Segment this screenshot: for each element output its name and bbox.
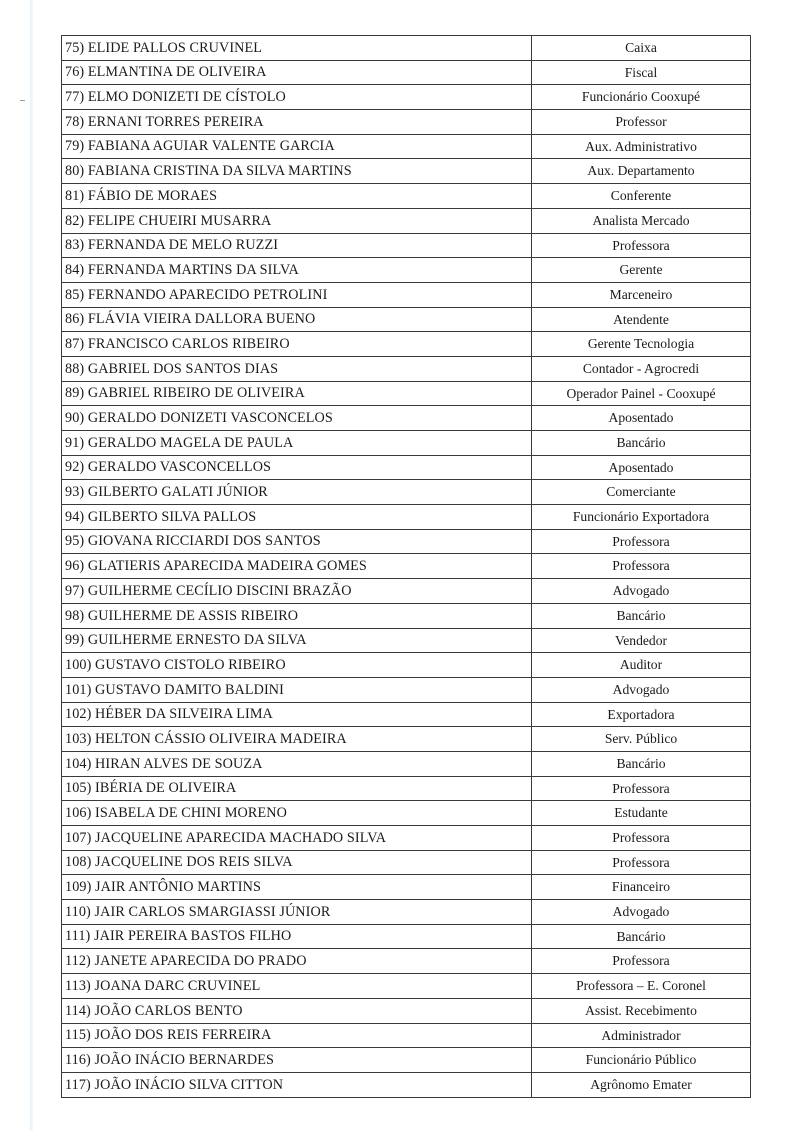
table-row	[62, 801, 751, 826]
member-name-cell: 75) ELIDE PALLOS CRUVINEL	[62, 36, 532, 61]
member-occupation-cell: Funcionário Exportadora	[532, 505, 751, 530]
member-name-cell: 86) FLÁVIA VIEIRA DALLORA BUENO	[62, 307, 532, 332]
table-row	[62, 332, 751, 357]
table-row	[62, 702, 751, 727]
member-occupation-cell: Funcionário Público	[532, 1048, 751, 1073]
scan-mark	[20, 100, 25, 101]
member-occupation-cell: Professora	[532, 554, 751, 579]
member-occupation-cell: Assist. Recebimento	[532, 998, 751, 1023]
member-name-cell: 83) FERNANDA DE MELO RUZZI	[62, 233, 532, 258]
member-name-cell: 100) GUSTAVO CISTOLO RIBEIRO	[62, 653, 532, 678]
member-name-cell: 81) FÁBIO DE MORAES	[62, 184, 532, 209]
table-row	[62, 677, 751, 702]
table-row	[62, 653, 751, 678]
member-occupation-cell: Agrônomo Emater	[532, 1072, 751, 1097]
table-row	[62, 480, 751, 505]
member-occupation-cell: Aposentado	[532, 455, 751, 480]
member-occupation-cell: Professora	[532, 233, 751, 258]
member-name-cell: 88) GABRIEL DOS SANTOS DIAS	[62, 356, 532, 381]
table-row	[62, 900, 751, 925]
member-name-cell: 114) JOÃO CARLOS BENTO	[62, 998, 532, 1023]
member-name-cell: 115) JOÃO DOS REIS FERREIRA	[62, 1023, 532, 1048]
member-name-cell: 104) HIRAN ALVES DE SOUZA	[62, 751, 532, 776]
member-occupation-cell: Advogado	[532, 677, 751, 702]
table-row	[62, 776, 751, 801]
member-name-cell: 79) FABIANA AGUIAR VALENTE GARCIA	[62, 134, 532, 159]
member-occupation-cell: Bancário	[532, 603, 751, 628]
member-name-cell: 95) GIOVANA RICCIARDI DOS SANTOS	[62, 529, 532, 554]
member-occupation-cell: Funcionário Cooxupé	[532, 85, 751, 110]
member-occupation-cell: Contador - Agrocredi	[532, 356, 751, 381]
roster-body	[62, 36, 751, 1098]
member-name-cell: 108) JACQUELINE DOS REIS SILVA	[62, 850, 532, 875]
table-row	[62, 603, 751, 628]
table-row	[62, 455, 751, 480]
table-row	[62, 85, 751, 110]
table-row	[62, 1023, 751, 1048]
table-row	[62, 381, 751, 406]
member-name-cell: 101) GUSTAVO DAMITO BALDINI	[62, 677, 532, 702]
member-name-cell: 76) ELMANTINA DE OLIVEIRA	[62, 60, 532, 85]
table-row	[62, 184, 751, 209]
member-name-cell: 111) JAIR PEREIRA BASTOS FILHO	[62, 924, 532, 949]
member-name-cell: 107) JACQUELINE APARECIDA MACHADO SILVA	[62, 826, 532, 851]
table-row	[62, 60, 751, 85]
member-occupation-cell: Bancário	[532, 924, 751, 949]
table-row	[62, 529, 751, 554]
member-occupation-cell: Atendente	[532, 307, 751, 332]
member-name-cell: 97) GUILHERME CECÍLIO DISCINI BRAZÃO	[62, 579, 532, 604]
member-occupation-cell: Professora	[532, 949, 751, 974]
member-occupation-cell: Exportadora	[532, 702, 751, 727]
member-occupation-cell: Caixa	[532, 36, 751, 61]
table-row	[62, 727, 751, 752]
member-occupation-cell: Marceneiro	[532, 282, 751, 307]
member-name-cell: 92) GERALDO VASCONCELLOS	[62, 455, 532, 480]
table-row	[62, 159, 751, 184]
member-name-cell: 96) GLATIERIS APARECIDA MADEIRA GOMES	[62, 554, 532, 579]
member-occupation-cell: Gerente	[532, 258, 751, 283]
member-occupation-cell: Advogado	[532, 579, 751, 604]
table-row	[62, 826, 751, 851]
member-occupation-cell: Professora – E. Coronel	[532, 974, 751, 999]
member-occupation-cell: Operador Painel - Cooxupé	[532, 381, 751, 406]
member-occupation-cell: Financeiro	[532, 875, 751, 900]
table-row	[62, 998, 751, 1023]
member-name-cell: 106) ISABELA DE CHINI MORENO	[62, 801, 532, 826]
member-name-cell: 77) ELMO DONIZETI DE CÍSTOLO	[62, 85, 532, 110]
member-occupation-cell: Advogado	[532, 900, 751, 925]
member-occupation-cell: Professora	[532, 529, 751, 554]
member-occupation-cell: Auditor	[532, 653, 751, 678]
member-name-cell: 94) GILBERTO SILVA PALLOS	[62, 505, 532, 530]
member-name-cell: 109) JAIR ANTÔNIO MARTINS	[62, 875, 532, 900]
table-row	[62, 258, 751, 283]
member-name-cell: 87) FRANCISCO CARLOS RIBEIRO	[62, 332, 532, 357]
table-row	[62, 875, 751, 900]
member-name-cell: 103) HELTON CÁSSIO OLIVEIRA MADEIRA	[62, 727, 532, 752]
member-occupation-cell: Professora	[532, 776, 751, 801]
member-occupation-cell: Aux. Administrativo	[532, 134, 751, 159]
member-occupation-cell: Bancário	[532, 751, 751, 776]
member-occupation-cell: Fiscal	[532, 60, 751, 85]
table-row	[62, 134, 751, 159]
table-row	[62, 1072, 751, 1097]
member-name-cell: 78) ERNANI TORRES PEREIRA	[62, 110, 532, 135]
member-name-cell: 102) HÉBER DA SILVEIRA LIMA	[62, 702, 532, 727]
member-occupation-cell: Gerente Tecnologia	[532, 332, 751, 357]
member-occupation-cell: Conferente	[532, 184, 751, 209]
table-row	[62, 208, 751, 233]
member-name-cell: 82) FELIPE CHUEIRI MUSARRA	[62, 208, 532, 233]
member-name-cell: 93) GILBERTO GALATI JÚNIOR	[62, 480, 532, 505]
table-row	[62, 924, 751, 949]
member-name-cell: 99) GUILHERME ERNESTO DA SILVA	[62, 628, 532, 653]
member-name-cell: 98) GUILHERME DE ASSIS RIBEIRO	[62, 603, 532, 628]
table-row	[62, 406, 751, 431]
table-row	[62, 554, 751, 579]
scan-edge-shadow	[30, 0, 33, 1131]
member-name-cell: 110) JAIR CARLOS SMARGIASSI JÚNIOR	[62, 900, 532, 925]
member-occupation-cell: Serv. Público	[532, 727, 751, 752]
table-row	[62, 36, 751, 61]
member-name-cell: 105) IBÉRIA DE OLIVEIRA	[62, 776, 532, 801]
member-name-cell: 85) FERNANDO APARECIDO PETROLINI	[62, 282, 532, 307]
member-occupation-cell: Vendedor	[532, 628, 751, 653]
member-occupation-cell: Analista Mercado	[532, 208, 751, 233]
member-name-cell: 80) FABIANA CRISTINA DA SILVA MARTINS	[62, 159, 532, 184]
member-occupation-cell: Administrador	[532, 1023, 751, 1048]
table-row	[62, 282, 751, 307]
table-row	[62, 307, 751, 332]
member-occupation-cell: Professora	[532, 850, 751, 875]
member-name-cell: 90) GERALDO DONIZETI VASCONCELOS	[62, 406, 532, 431]
table-row	[62, 1048, 751, 1073]
table-row	[62, 850, 751, 875]
member-name-cell: 91) GERALDO MAGELA DE PAULA	[62, 431, 532, 456]
member-occupation-cell: Estudante	[532, 801, 751, 826]
member-name-cell: 117) JOÃO INÁCIO SILVA CITTON	[62, 1072, 532, 1097]
member-occupation-cell: Comerciante	[532, 480, 751, 505]
member-occupation-cell: Bancário	[532, 431, 751, 456]
member-roster-table	[61, 35, 751, 1098]
table-row	[62, 233, 751, 258]
member-occupation-cell: Professora	[532, 826, 751, 851]
table-row	[62, 110, 751, 135]
table-row	[62, 974, 751, 999]
table-row	[62, 751, 751, 776]
member-name-cell: 113) JOANA DARC CRUVINEL	[62, 974, 532, 999]
table-row	[62, 505, 751, 530]
table-row	[62, 431, 751, 456]
member-occupation-cell: Aux. Departamento	[532, 159, 751, 184]
member-name-cell: 116) JOÃO INÁCIO BERNARDES	[62, 1048, 532, 1073]
member-name-cell: 84) FERNANDA MARTINS DA SILVA	[62, 258, 532, 283]
table-row	[62, 579, 751, 604]
member-name-cell: 112) JANETE APARECIDA DO PRADO	[62, 949, 532, 974]
member-occupation-cell: Professor	[532, 110, 751, 135]
member-occupation-cell: Aposentado	[532, 406, 751, 431]
table-row	[62, 628, 751, 653]
member-name-cell: 89) GABRIEL RIBEIRO DE OLIVEIRA	[62, 381, 532, 406]
document-page	[61, 35, 748, 1098]
table-row	[62, 356, 751, 381]
table-row	[62, 949, 751, 974]
